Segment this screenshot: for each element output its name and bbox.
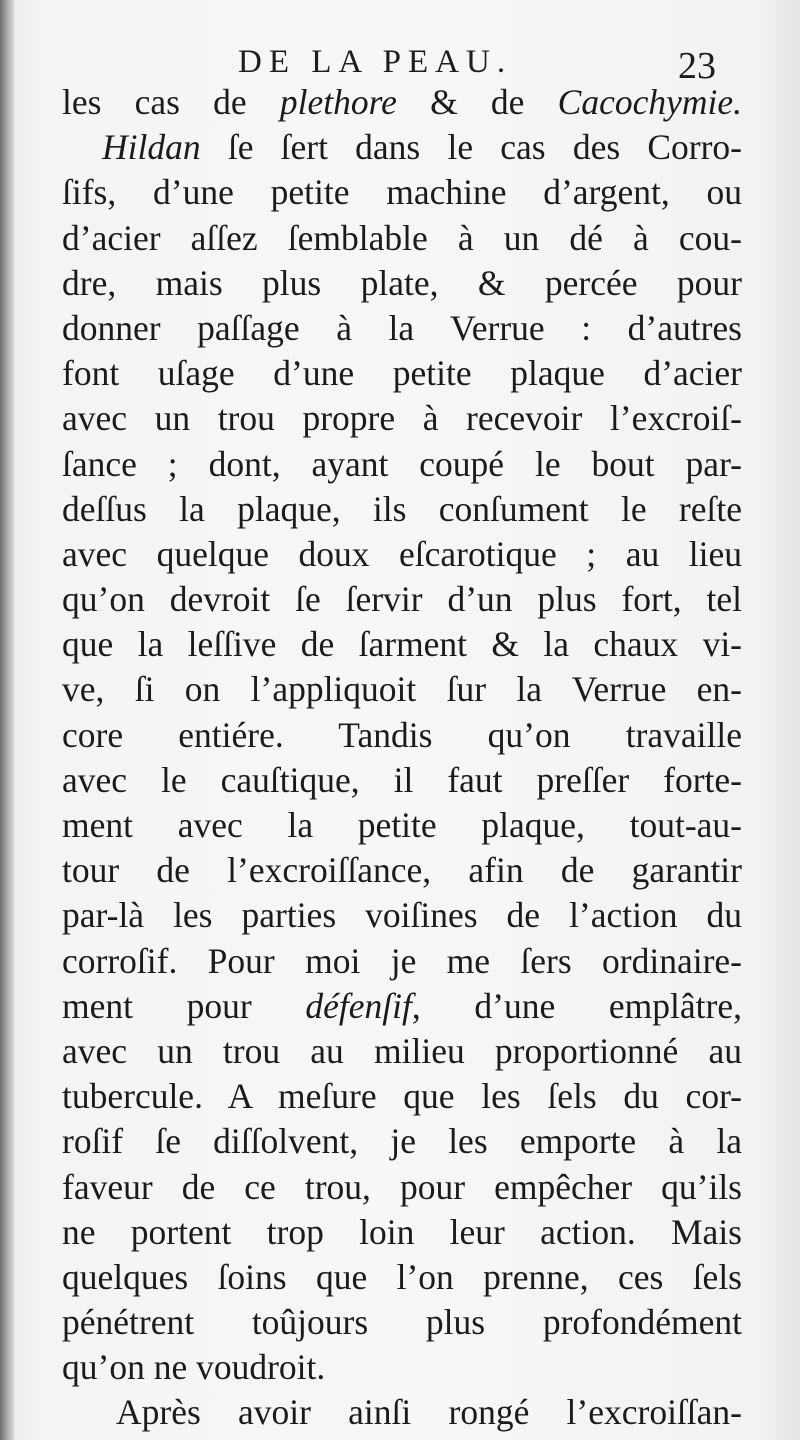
text-line: ment pour défenſif, d’une emplâtre, <box>62 985 742 1026</box>
text-line: avec quelque doux eſcarotique ; au lieu <box>62 533 742 574</box>
text-line: corroſif. Pour moi je me ſers ordinaire- <box>62 940 742 981</box>
text-line: ſifs, d’une petite machine d’argent, ou <box>62 172 742 213</box>
text-line: ve, ſi on l’appliquoit ſur la Verrue en- <box>62 669 742 710</box>
text-line: qu’on devroit ſe ſervir d’un plus fort, tel <box>62 579 742 620</box>
paragraph-start-line: Hildan ſe ſert dans le cas des Corro- <box>102 127 742 168</box>
text-line: tour de l’excroiſſance, afin de garantir <box>62 850 742 891</box>
body-text <box>62 80 742 1436</box>
text-line: par-là les parties voiſines de l’action du <box>62 895 742 936</box>
running-head: DE LA PEAU. <box>238 44 513 80</box>
text-line: avec un trou au milieu proportionné au <box>62 1030 742 1071</box>
text-line: tubercule. A meſure que les ſels du cor- <box>62 1076 742 1117</box>
paragraph-end-line: qu’on ne voudroit. <box>62 1347 326 1388</box>
text-line: dre, mais plus plate, & percée pour <box>62 262 742 303</box>
text-line: donner paſſage à la Verrue : d’autres <box>62 307 742 348</box>
text-line: deſſus la plaque, ils conſument le reſte <box>62 488 742 529</box>
text-line: ſance ; dont, ayant coupé le bout par- <box>62 443 742 484</box>
text-line: core entiére. Tandis qu’on travaille <box>62 714 742 755</box>
text-line: ment avec la petite plaque, tout-au- <box>62 805 742 845</box>
text-line: que la leſſive de ſarment & la chaux vi- <box>62 624 742 665</box>
text-line: d’acier aſſez ſemblable à un dé à cou- <box>62 217 742 258</box>
page-number: 23 <box>678 45 716 87</box>
page-gutter-shadow <box>0 0 14 1440</box>
text-line: font uſage d’une petite plaque d’acier <box>62 353 742 394</box>
text-line: pénétrent toûjours plus profondément <box>62 1302 742 1343</box>
text-line: faveur de ce trou, pour empêcher qu’ils <box>62 1166 742 1207</box>
text-line: avec le cauſtique, il faut preſſer forte- <box>62 759 742 800</box>
paragraph-start-line: Après avoir ainſi rongé l’excroiſſan- <box>116 1392 742 1433</box>
text-line: avec un trou propre à recevoir l’excroiſ- <box>62 398 742 439</box>
text-line: les cas de plethore & de Cacochymie. <box>62 82 742 122</box>
text-line: quelques ſoins que l’on prenne, ces ſels <box>62 1256 742 1297</box>
text-line: roſif ſe diſſolvent, je les emporte à la <box>62 1121 742 1162</box>
text-line: ne portent trop loin leur action. Mais <box>62 1211 742 1252</box>
